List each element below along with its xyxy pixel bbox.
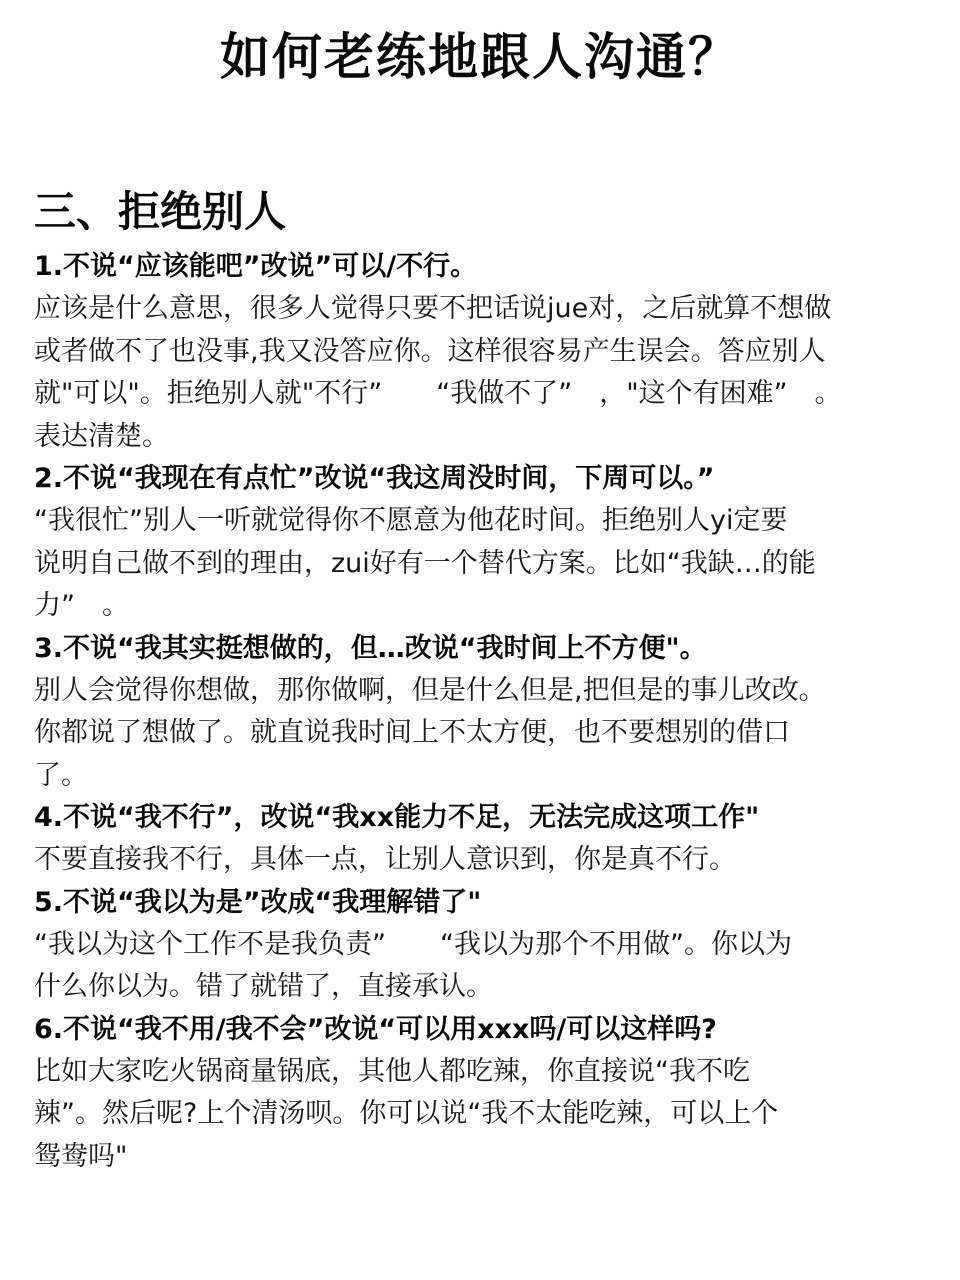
article-content (34, 246, 926, 1178)
tip-item-1 (34, 246, 926, 458)
tip-title: 2.不说“我现在有点忙”改说“我这周没时间，下周可以。” (34, 463, 715, 494)
tip-body-line: “我以为这个工作不是我负责” “我以为那个不用做”。你以为 (34, 928, 792, 960)
tip-body-line: 比如大家吃火锅商量锅底，其他人都吃辣，你直接说“我不吃 (34, 1055, 750, 1087)
tip-body-line: 说明自己做不到的理由，zui好有一个替代方案。比如“我缺…的能 (34, 547, 816, 579)
section-heading: 三、拒绝别人 (34, 187, 287, 236)
tip-body-line: 辣”。然后呢?上个清汤呗。你可以说“我不太能吃辣，可以上个 (34, 1098, 779, 1129)
tip-title: 6.不说“我不用/我不会”改说“可以用xxx吗/可以这样吗? (34, 1013, 717, 1045)
page-title: 如何老练地跟人沟通？ (220, 28, 740, 86)
tip-item-2 (34, 458, 926, 628)
tip-title: 3.不说“我其实挺想做的，但…改说“我时间上不方便"。 (34, 632, 707, 664)
tip-item-4 (34, 797, 926, 882)
tip-body-line: 你都说了想做了。就直说我时间上不太方便，也不要想别的借口 (34, 717, 790, 748)
tip-body-line: “我很忙”别人一听就觉得你不愿意为他花时间。拒绝别人yi定要 (34, 505, 788, 536)
tip-body-line: 什么你以为。错了就错了，直接承认。 (34, 971, 493, 1002)
tip-body-line: 或者做不了也没事,我又没答应你。这样很容易产生误会。答应别人 (34, 335, 826, 367)
tip-body-line: 不要直接我不行，具体一点，让别人意识到，你是真不行。 (34, 844, 736, 875)
tip-title: 4.不说“我不行”，改说“我xx能力不足，无法完成这项工作" (34, 802, 760, 833)
tip-body-line: 就"可以"。拒绝别人就"不行” “我做不了” ，"这个有困难” 。 (34, 378, 842, 409)
tip-body-line: 鸳鸯吗" (34, 1140, 128, 1172)
tip-title: 5.不说“我以为是”改成“我理解错了" (34, 886, 482, 918)
tip-body-line: 应该是什么意思，很多人觉得只要不把话说jue对，之后就算不想做 (34, 293, 832, 324)
tip-item-5 (34, 882, 926, 1009)
tip-body-line: 别人会觉得你想做，那你做啊，但是什么但是,把但是的事儿改改。 (34, 674, 826, 706)
tip-title: 1.不说“应该能吧”改说”可以/不行。 (34, 251, 478, 282)
tip-body-line: 力” 。 (34, 590, 129, 621)
tip-item-6 (34, 1009, 926, 1179)
tip-item-3 (34, 628, 926, 798)
tip-body-line: 了。 (34, 759, 88, 791)
tip-body-line: 表达清楚。 (34, 420, 169, 452)
